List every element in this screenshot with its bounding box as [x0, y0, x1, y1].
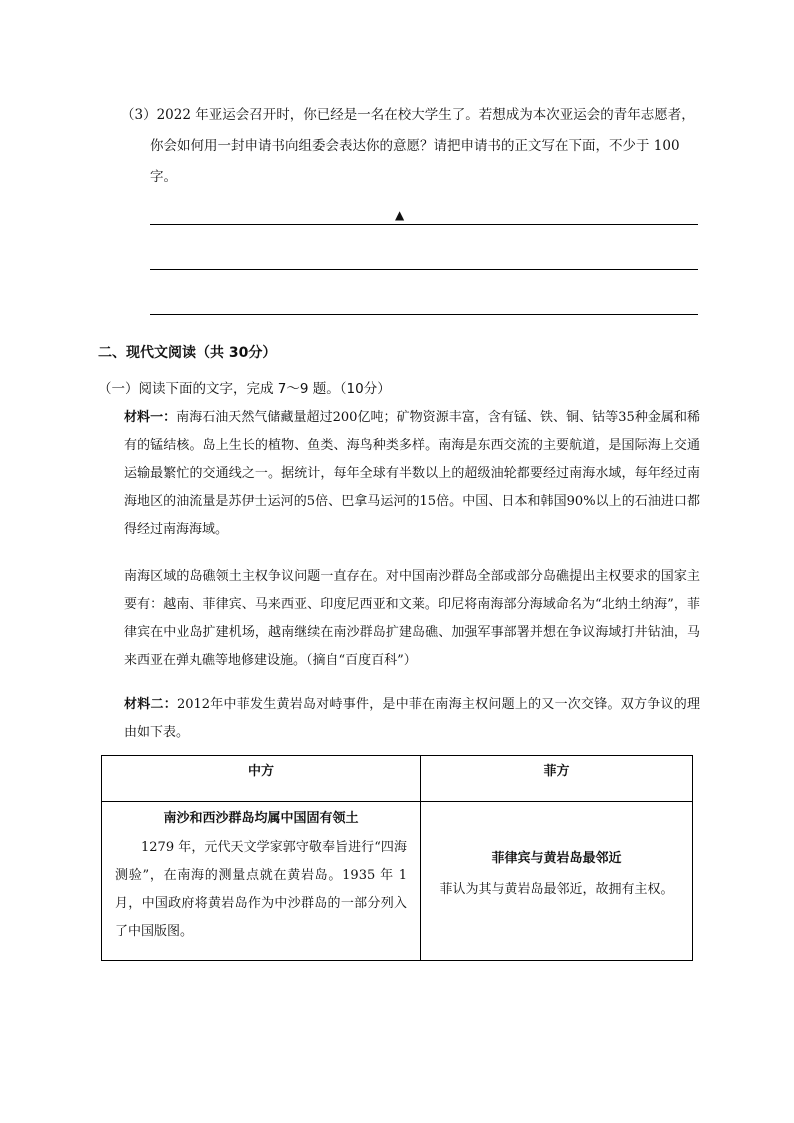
- question-3: [121, 100, 721, 193]
- china-claim-body: 1279 年，元代天文学家郭守敬奉旨进行“四海测验”，在南海的测量点就在黄岩岛。1935 年 1 月，中国政府将黄岩岛作为中沙群岛的一部分列入了中国版图。: [115, 840, 407, 939]
- material-2-paragraph: [98, 691, 700, 747]
- answer-line-2: [150, 269, 698, 270]
- material-1-paragraph-1: [98, 404, 700, 544]
- table-row: [102, 802, 693, 961]
- material-1-paragraph-2: [98, 563, 700, 675]
- answer-area: [150, 206, 698, 359]
- question-3-line-1: （3）2022 年亚运会召开时，你已经是一名在校大学生了。若想成为本次亚运会的青年志愿者，: [121, 107, 695, 123]
- philippines-claim-body: 菲认为其与黄岩岛最邻近，故拥有主权。: [439, 882, 674, 897]
- table-header-row: [102, 756, 693, 802]
- china-cell: [102, 802, 421, 961]
- triangle-marker-icon: ▲: [395, 208, 405, 222]
- china-claim-title: 南沙和西沙群岛均属中国固有领土: [163, 811, 359, 826]
- answer-line-1: [150, 208, 698, 225]
- section-title: 二、现代文阅读（共 30分）: [98, 345, 277, 361]
- question-3-line-3: 字。: [150, 169, 177, 185]
- comparison-table: [101, 755, 693, 961]
- header-philippines: 菲方: [421, 756, 693, 802]
- philippines-cell: [421, 802, 693, 961]
- material-2-label: 材料二：: [124, 697, 177, 712]
- answer-line-3: [150, 314, 698, 315]
- material-1-text: 南海石油天然气储藏量超过200亿吨；矿物资源丰富，含有锰、铁、铜、钴等35种金属和稀有的锰结核。岛上生长的植物、鱼类、海鸟种类多样。南海是东西交流的主要航道，是国际海上交通运输最繁忙的交通线之一。据统计，每年全球有半数以上的超级油轮都要经过南海水域，每年经过南海地区的油流量是苏伊士运河的5倍、巴拿马运河的15倍。中国、日本和韩国90%以上的石油进口都得经过南海海域。: [124, 410, 700, 537]
- material-1-text-2: 南海区域的岛礁领土主权争议问题一直存在。对中国南沙群岛全部或部分岛礁提出主权要求的国家主要有：越南、菲律宾、马来西亚、印度尼西亚和文莱。印尼将南海部分海域命名为“北纳土纳海”，菲律宾在中业岛扩建机场，越南继续在南沙群岛扩建岛礁、加强军事部署并想在争议海域打井钻油，马来西亚在弹丸礁等地修建设施。（摘自“百度百科”）: [124, 569, 700, 668]
- section-subtitle: （一）阅读下面的文字，完成 7～9 题。（10分）: [98, 381, 391, 397]
- philippines-claim-title: 菲律宾与黄岩岛最邻近: [491, 851, 622, 866]
- question-3-line-2: 你会如何用一封申请书向组委会表达你的意愿？请把申请书的正文写在下面，不少于 100: [150, 138, 680, 154]
- header-china: 中方: [102, 756, 421, 802]
- material-1-label: 材料一：: [124, 410, 177, 425]
- material-2-text: 2012年中菲发生黄岩岛对峙事件，是中菲在南海主权问题上的又一次交锋。双方争议的理由如下表。: [124, 697, 700, 740]
